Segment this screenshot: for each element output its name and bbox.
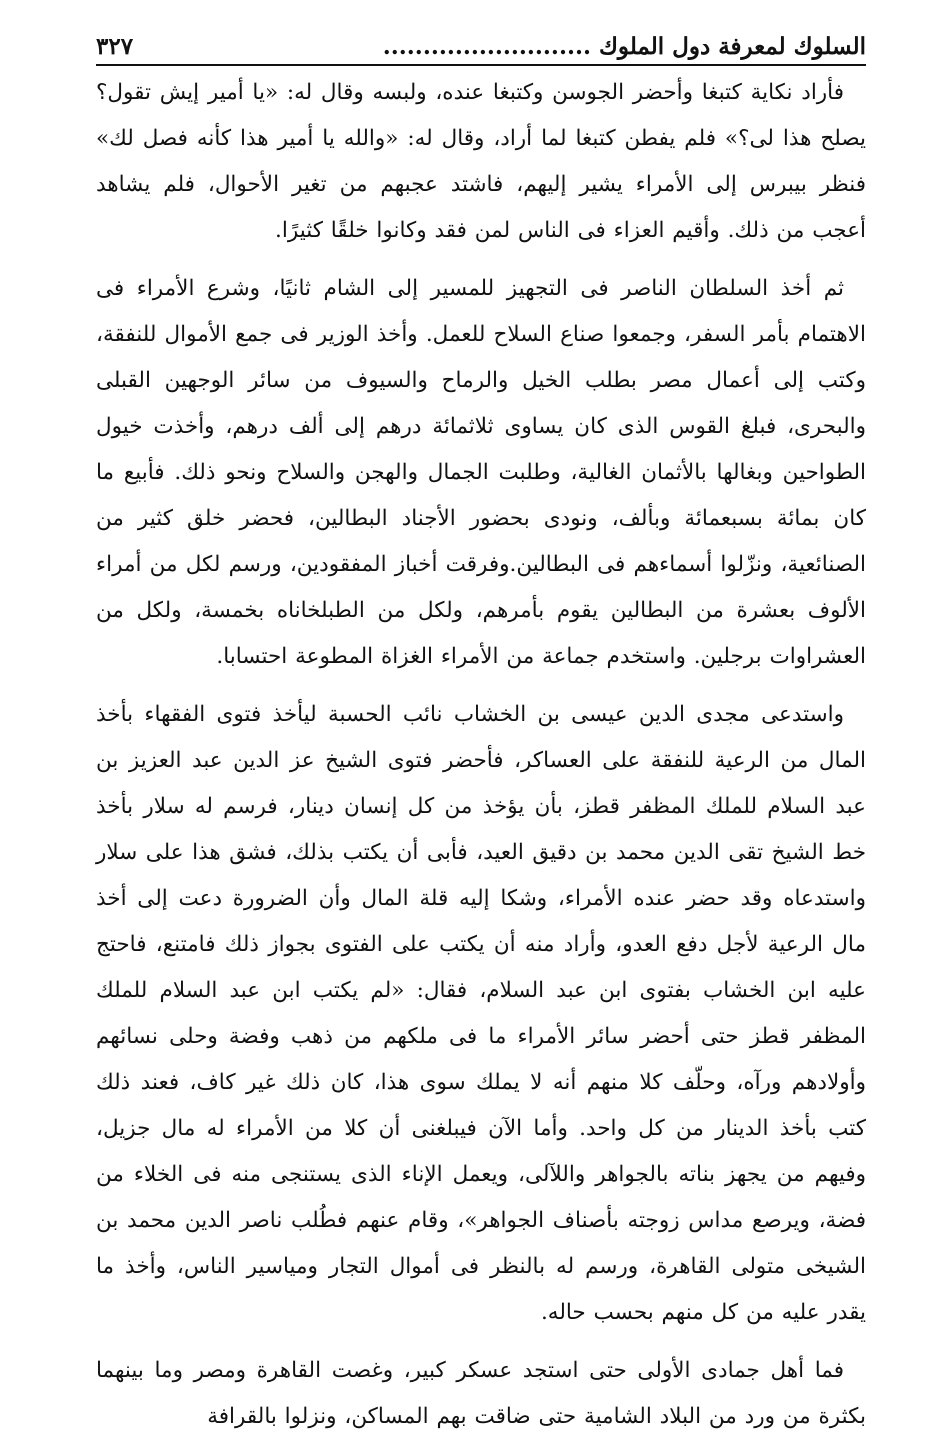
paragraph-1: فأراد نكاية كتبغا وأحضر الجوسن وكتبغا عنده، ولبسه وقال له: «يا أمير إيش تقول؟ يصلح هذا لى؟» فلم يفطن كتبغا لما أراد، وقال له: «والله يا أمير هذا كأنه فصل لك» فنظر بيبرس إلى الأمراء يشير إليهم، فاشتد عجبهم من تغير الأحوال، فلم يشاهد أعجب من ذلك. وأقيم العزاء فى الناس لمن فقد وكانوا خلقًا كثيرًا. [96,80,866,243]
paragraph-4: فما أهل جمادى الأولى حتى استجد عسكر كبير، وغصت القاهرة ومصر وما بينهما بكثرة من ورد من البلاد الشامية حتى ضاقت بهم المساكن، ونزلوا بالقرافة [96,1358,866,1429]
running-header [96,30,866,66]
book-title: السلوك لمعرفة دول الملوك .......................... [382,33,866,60]
paragraph-2: ثم أخذ السلطان الناصر فى التجهيز للمسير إلى الشام ثانيًا، وشرع الأمراء فى الاهتمام بأمر السفر، وجمعوا صناع السلاح للعمل. وأخذ الوزير فى جمع الأموال للنفقة، وكتب إلى أعمال مصر بطلب الخيل والرماح والسيوف من سائر الوجهين القبلى والبحرى، فبلغ القوس الذى كان يساوى ثلاثمائة درهم إلى ألف درهم، وأخذت خيول الطواحين وبغالها بالأثمان الغالية، وطلبت الجمال والهجن والسلاح ونحو ذلك. فأبيع ما كان بمائة بسبعمائة وبألف، ونودى بحضور الأجناد البطالين، فحضر خلق كثير من الصنائعية، ونزّلوا أسماءهم فى البطالين.وفرقت أخباز المفقودين، ورسم لكل من أمراء الألوف بعشرة من البطالين يقوم بأمرهم، ولكل من الطبلخاناه بخمسة، ولكل من العشراوات برجلين. واستخدم جماعة من الأمراء الغزاة المطوعة احتسابا. [96,276,866,669]
page-number: ٣٢٧ [96,33,134,60]
book-page [96,30,866,1440]
paragraph-3: واستدعى مجدى الدين عيسى بن الخشاب نائب الحسبة ليأخذ فتوى الفقهاء بأخذ المال من الرعية للنفقة على العساكر، فأحضر فتوى الشيخ عز الدين عبد العزيز بن عبد السلام للملك المظفر قطز، بأن يؤخذ من كل إنسان دينار، فرسم له سلار بأخذ خط الشيخ تقى الدين محمد بن دقيق العيد، فأبى أن يكتب بذلك، فشق هذا على سلار واستدعاه وقد حضر عنده الأمراء، وشكا إليه قلة المال وأن الضرورة دعت إلى أخذ مال الرعية لأجل دفع العدو، وأراد منه أن يكتب على الفتوى بجواز ذلك فامتنع، فاحتج عليه ابن الخشاب بفتوى ابن عبد السلام، فقال: «لم يكتب ابن عبد السلام للملك المظفر قطز حتى أحضر سائر الأمراء ما فى ملكهم من ذهب وفضة وحلى نسائهم وأولادهم ورآه، وحلّف كلا منهم أنه لا يملك سوى هذا، كان ذلك غير كاف، فعند ذلك كتب بأخذ الدينار من كل واحد. وأما الآن فيبلغنى أن كلا من الأمراء له مال جزيل، وفيهم من يجهز بناته بالجواهر واللآلى، ويعمل الإناء الذى يستنجى منه فى الخلاء من فضة، ويرصع مداس زوجته بأصناف الجواهر»، وقام عنهم فطُلب ناصر الدين محمد بن الشيخى متولى القاهرة، ورسم له بالنظر فى أموال التجار ومياسير الناس، وأخذ ما يقدر عليه من كل منهم بحسب حاله. [96,702,866,1325]
